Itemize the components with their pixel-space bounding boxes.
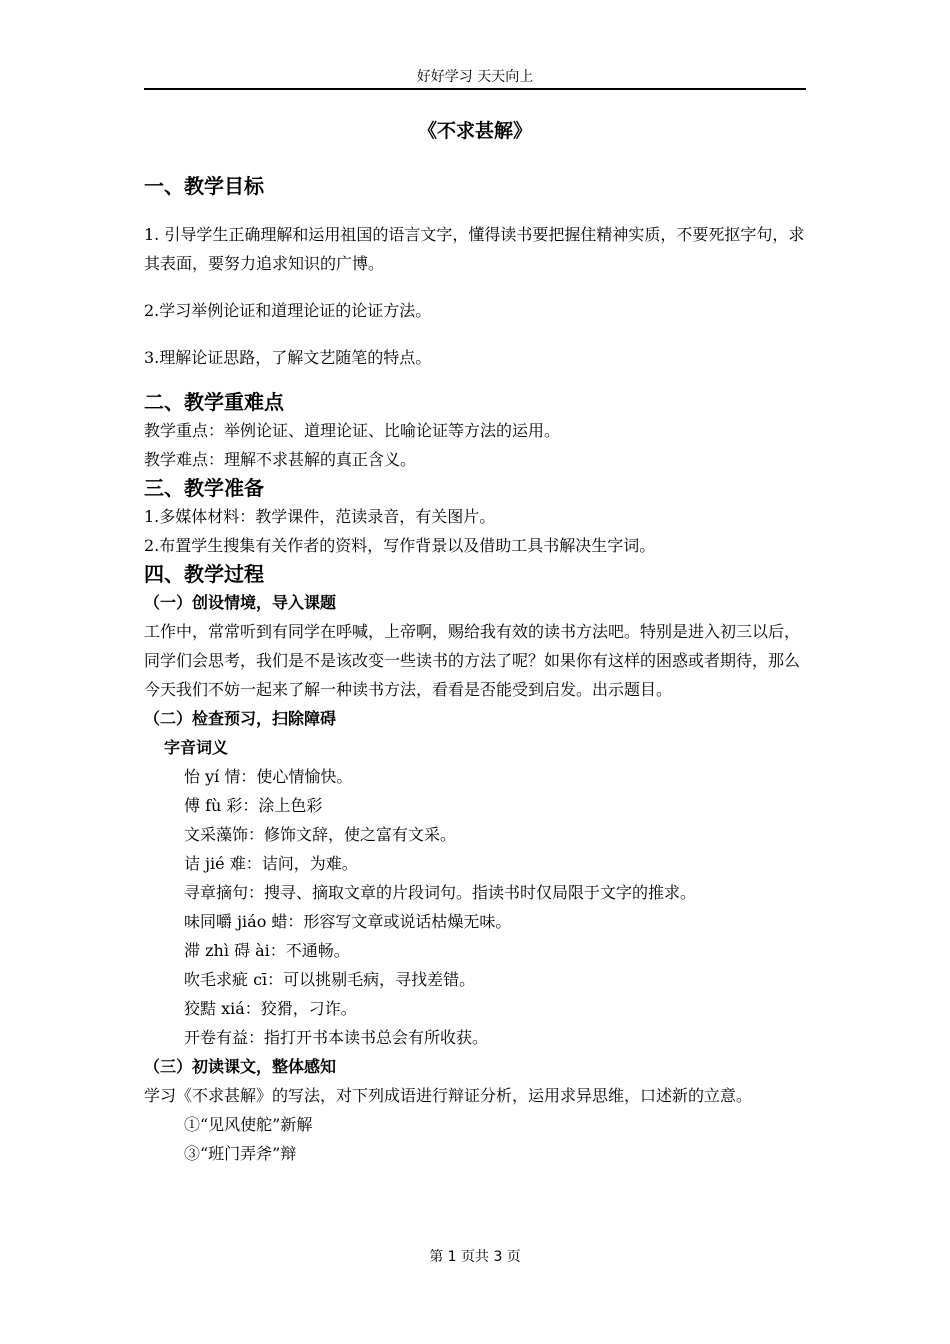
step-heading: （二）检查预习，扫除障碍 (144, 709, 337, 728)
header-divider (144, 88, 806, 90)
document-title: 《不求甚解》 (417, 120, 532, 142)
section-heading-key-points: 二、教学重难点 (144, 390, 284, 414)
idiom-item: ③“班门弄斧”辩 (184, 1144, 297, 1163)
preparation-item: 1.多媒体材料：教学课件，范读录音，有关图片。 (144, 507, 496, 526)
objective-item: 2.学习举例论证和道理论证的论证方法。 (144, 301, 432, 320)
vocab-item: 狡黠 xiá：狡猾，刁诈。 (184, 999, 357, 1018)
vocab-item: 寻章摘句：搜寻、摘取文章的片段词句。指读书时仅局限于文字的推求。 (184, 883, 697, 902)
step-heading: （三）初读课文，整体感知 (144, 1057, 337, 1076)
objective-item: 1. 引导学生正确理解和运用祖国的语言文字，懂得读书要把握住精神实质，不要死抠字句，求其表面，要努力追求知识的广博。 (144, 225, 805, 273)
step-heading: （一）创设情境，导入课题 (144, 593, 337, 612)
step-paragraph: 学习《不求甚解》的写法，对下列成语进行辩证分析，运用求异思维，口述新的立意。 (144, 1086, 753, 1105)
preparation-item: 2.布置学生搜集有关作者的资料，写作背景以及借助工具书解决生字词。 (144, 536, 656, 555)
page-footer: 第 1 页共 3 页 (429, 1249, 521, 1265)
vocab-subheading: 字音词义 (164, 738, 229, 757)
key-point-difficult: 教学难点：理解不求甚解的真正含义。 (144, 450, 417, 469)
vocab-item: 味同嚼 jiáo 蜡：形容写文章或说话枯燥无味。 (184, 912, 512, 931)
vocab-item: 怡 yí 情：使心情愉快。 (184, 767, 353, 786)
key-point-important: 教学重点：举例论证、道理论证、比喻论证等方法的运用。 (144, 421, 561, 440)
vocab-item: 吹毛求疵 cī：可以挑剔毛病，寻找差错。 (184, 970, 476, 989)
vocab-item: 开卷有益：指打开书本读书总会有所收获。 (184, 1028, 489, 1047)
page-header: 好好学习 天天向上 (416, 69, 534, 85)
section-heading-process: 四、教学过程 (144, 562, 264, 586)
document-body (144, 116, 806, 1168)
section-heading-preparation: 三、教学准备 (144, 476, 264, 500)
objective-item: 3.理解论证思路，了解文艺随笔的特点。 (144, 348, 432, 367)
vocab-item: 诘 jié 难：诘问，为难。 (184, 854, 358, 873)
vocab-item: 傅 fù 彩：涂上色彩 (184, 796, 323, 815)
vocab-item: 滞 zhì 碍 ài：不通畅。 (184, 941, 350, 960)
section-heading-objectives: 一、教学目标 (144, 174, 264, 198)
step-paragraph: 工作中，常常听到有同学在呼喊，上帝啊，赐给我有效的读书方法吧。特别是进入初三以后，同学们会思考，我们是不是该改变一些读书的方法了呢？如果你有这样的困惑或者期待，那么今天我们不妨一起来了解一种读书方法，看看是否能受到启发。出示题目。 (144, 622, 801, 699)
vocab-item: 文采藻饰：修饰文辞，使之富有文采。 (184, 825, 457, 844)
idiom-item: ①“见风使舵”新解 (184, 1115, 313, 1134)
